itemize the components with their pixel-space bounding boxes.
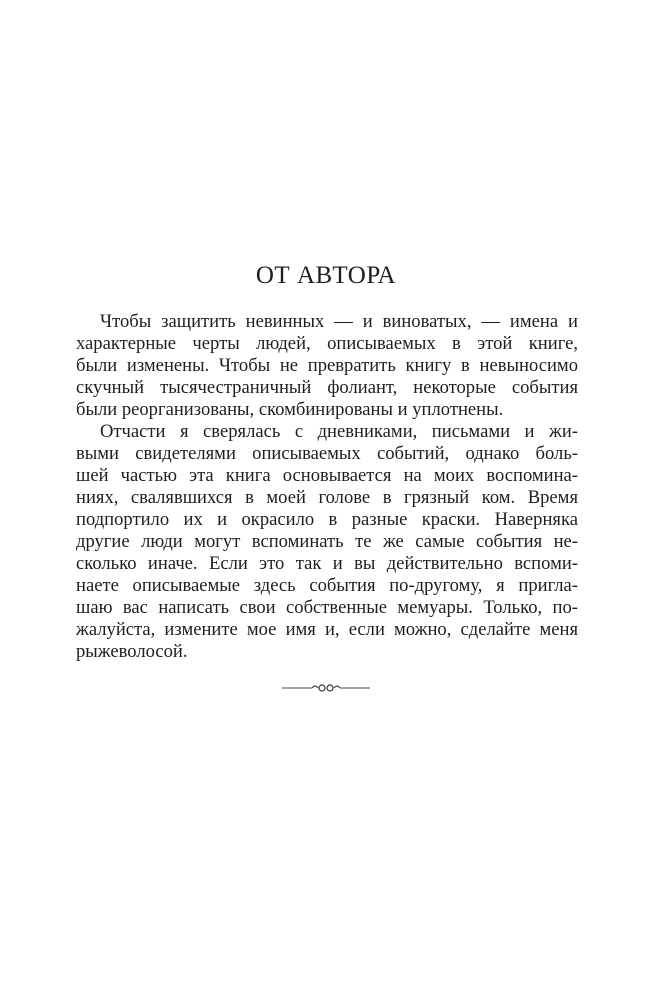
text-line: были изменены. Чтобы не превратить книгу в невыносимо <box>76 355 578 376</box>
text-line: были реорганизованы, скомбинированы и уплотнены. <box>76 399 504 420</box>
text-line: скучный тысячестраничный фолиант, некоторые события <box>76 377 578 398</box>
page-title: ОТ АВТОРА <box>255 262 397 289</box>
text-line: подпортило их и окрасило в разные краски. Наверняка <box>76 509 578 530</box>
text-line: рыжеволосой. <box>76 641 188 662</box>
ornament-divider-icon <box>282 680 370 696</box>
body-text <box>76 311 578 663</box>
text-line: выми свидетелями описываемых событий, однако боль- <box>76 443 578 464</box>
text-line: жалуйста, измените мое имя и, если можно, сделайте меня <box>76 619 578 640</box>
text-line: наете описываемые здесь события по-другому, я пригла- <box>76 575 578 596</box>
text-line: шаю вас написать свои собственные мемуары. Только, по- <box>76 597 578 618</box>
text-line: Отчасти я сверялась с дневниками, письмами и жи- <box>100 421 578 442</box>
paragraph-2 <box>76 421 578 663</box>
paragraph-1 <box>76 311 578 421</box>
text-line: Чтобы защитить невинных — и виноватых, — имена и <box>100 311 578 332</box>
text-line: характерные черты людей, описываемых в этой книге, <box>76 333 578 354</box>
text-line: другие люди могут вспоминать те же самые события не- <box>76 531 578 552</box>
text-line: шей частью эта книга основывается на моих воспомина- <box>76 465 578 486</box>
text-line: сколько иначе. Если это так и вы действительно вспоми- <box>76 553 578 574</box>
text-line: ниях, свалявшихся в моей голове в грязный ком. Время <box>76 487 578 508</box>
